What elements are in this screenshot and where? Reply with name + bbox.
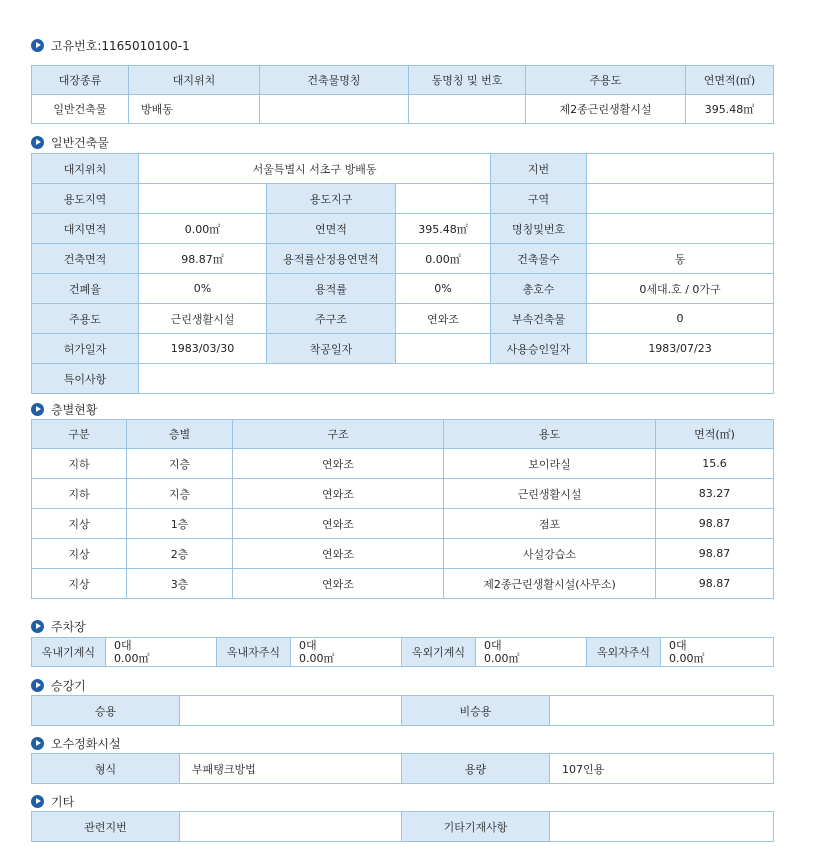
general-value: 0세대.호 / 0가구: [587, 274, 774, 304]
general-value: 0%: [139, 274, 267, 304]
general-label: 연면적: [267, 214, 396, 244]
parking-value: [661, 638, 774, 667]
general-value: [587, 184, 774, 214]
floor-cell: 2층: [127, 539, 233, 569]
general-value: 0.00㎡: [139, 214, 267, 244]
general-label: 사용승인일자: [491, 334, 587, 364]
floor-cell: 연와조: [233, 479, 444, 509]
general-label: 구역: [491, 184, 587, 214]
summary-header: 대장종류: [32, 66, 129, 95]
floors-heading: [31, 401, 97, 417]
bullet-arrow-icon: [31, 795, 44, 808]
parking-label: 옥외자주식: [587, 638, 661, 667]
table-row: [32, 539, 774, 569]
other-value: [550, 812, 774, 842]
floor-cell: 98.87: [656, 569, 774, 599]
general-label: 대지위치: [32, 154, 139, 184]
general-value: [587, 214, 774, 244]
summary-header: 주용도: [526, 66, 686, 95]
sewage-label: 용량: [402, 754, 550, 784]
bullet-arrow-icon: [31, 620, 44, 633]
floor-cell: 지하: [32, 449, 127, 479]
floor-cell: 83.27: [656, 479, 774, 509]
elevator-value: [550, 696, 774, 726]
summary-cell: 제2종근린생활시설: [526, 95, 686, 124]
general-value: 1983/03/30: [139, 334, 267, 364]
bullet-arrow-icon: [31, 737, 44, 750]
other-table: [31, 811, 774, 842]
floor-cell: 보이라실: [444, 449, 656, 479]
general-label: 주용도: [32, 304, 139, 334]
parking-value: [291, 638, 402, 667]
floor-cell: 지상: [32, 509, 127, 539]
general-value: 0: [587, 304, 774, 334]
general-label: 부속건축물: [491, 304, 587, 334]
general-label: 특이사항: [32, 364, 139, 394]
floor-cell: 지상: [32, 539, 127, 569]
sewage-value: 107인용: [550, 754, 774, 784]
floors-table: [31, 419, 774, 599]
general-label: 대지면적: [32, 214, 139, 244]
floor-cell: 제2종근린생활시설(사무소): [444, 569, 656, 599]
floor-cell: 지상: [32, 569, 127, 599]
floors-header: 구분: [32, 420, 127, 449]
parking-label: 옥내기계식: [32, 638, 106, 667]
general-label: 용적률산정용연면적: [267, 244, 396, 274]
floor-cell: 연와조: [233, 449, 444, 479]
elevator-heading: [31, 677, 86, 693]
floors-header: 층별: [127, 420, 233, 449]
general-label: 용적률: [267, 274, 396, 304]
general-value: 동: [587, 244, 774, 274]
bullet-arrow-icon: [31, 39, 44, 52]
parking-count: 0대: [669, 639, 687, 652]
floor-cell: 연와조: [233, 539, 444, 569]
parking-heading: [31, 618, 86, 634]
sewage-value: 부패탱크방법: [180, 754, 402, 784]
general-value: [139, 184, 267, 214]
parking-count: 0대: [114, 639, 132, 652]
summary-cell: 일반건축물: [32, 95, 129, 124]
general-label: 용도지구: [267, 184, 396, 214]
floor-cell: 점포: [444, 509, 656, 539]
summary-header: 건축물명칭: [260, 66, 409, 95]
general-label: 총호수: [491, 274, 587, 304]
general-value: 98.87㎡: [139, 244, 267, 274]
general-value: 0.00㎡: [396, 244, 491, 274]
general-label: 허가일자: [32, 334, 139, 364]
parking-value: [106, 638, 217, 667]
summary-cell: [260, 95, 409, 124]
general-value: 연와조: [396, 304, 491, 334]
bullet-arrow-icon: [31, 403, 44, 416]
unique-number: 고유번호:1165010100-1: [51, 38, 190, 53]
summary-header: 동명칭 및 번호: [409, 66, 526, 95]
floors-header: 면적(㎡): [656, 420, 774, 449]
parking-area: 0.00㎡: [669, 652, 705, 665]
table-row: [32, 569, 774, 599]
floors-title: 층별현황: [51, 402, 98, 417]
summary-table: [31, 65, 774, 124]
parking-area: 0.00㎡: [299, 652, 335, 665]
general-value: 근린생활시설: [139, 304, 267, 334]
summary-cell: [409, 95, 526, 124]
general-value: 서울특별시 서초구 방배동: [139, 154, 491, 184]
summary-header: 대지위치: [129, 66, 260, 95]
floor-cell: 근린생활시설: [444, 479, 656, 509]
elevator-table: [31, 695, 774, 726]
general-label: 용도지역: [32, 184, 139, 214]
table-row: [32, 509, 774, 539]
general-label: 주구조: [267, 304, 396, 334]
general-value: 0%: [396, 274, 491, 304]
elevator-label: 비승용: [402, 696, 550, 726]
parking-label: 옥내자주식: [217, 638, 291, 667]
parking-table: [31, 637, 774, 667]
elevator-title: 승강기: [51, 678, 86, 693]
floor-cell: 연와조: [233, 569, 444, 599]
general-table: [31, 153, 774, 394]
parking-count: 0대: [299, 639, 317, 652]
parking-label: 옥외기계식: [402, 638, 476, 667]
parking-area: 0.00㎡: [114, 652, 150, 665]
sewage-title: 오수정화시설: [51, 736, 121, 751]
general-value: [396, 184, 491, 214]
floor-cell: 지층: [127, 479, 233, 509]
sewage-table: [31, 753, 774, 784]
other-heading: [31, 793, 74, 809]
floors-header: 구조: [233, 420, 444, 449]
general-heading: [31, 134, 109, 150]
floor-cell: 사설강습소: [444, 539, 656, 569]
bullet-arrow-icon: [31, 679, 44, 692]
elevator-label: 승용: [32, 696, 180, 726]
general-title: 일반건축물: [51, 135, 109, 150]
parking-count: 0대: [484, 639, 502, 652]
parking-title: 주차장: [51, 619, 86, 634]
floor-cell: 15.6: [656, 449, 774, 479]
general-label: 건축면적: [32, 244, 139, 274]
general-value: [396, 334, 491, 364]
parking-area: 0.00㎡: [484, 652, 520, 665]
floor-cell: 98.87: [656, 539, 774, 569]
summary-cell: 395.48㎡: [686, 95, 774, 124]
general-label: 건축물수: [491, 244, 587, 274]
parking-value: [476, 638, 587, 667]
general-value: [587, 154, 774, 184]
summary-header: 연면적(㎡): [686, 66, 774, 95]
general-label: 착공일자: [267, 334, 396, 364]
summary-cell: 방배동: [129, 95, 260, 124]
floor-cell: 98.87: [656, 509, 774, 539]
other-value: [180, 812, 402, 842]
unique-number-heading: [31, 37, 190, 53]
sewage-heading: [31, 735, 121, 751]
bullet-arrow-icon: [31, 136, 44, 149]
general-value: 1983/07/23: [587, 334, 774, 364]
table-row: [32, 449, 774, 479]
sewage-label: 형식: [32, 754, 180, 784]
floor-cell: 1층: [127, 509, 233, 539]
other-label: 기타기재사항: [402, 812, 550, 842]
floors-header: 용도: [444, 420, 656, 449]
floor-cell: 지층: [127, 449, 233, 479]
elevator-value: [180, 696, 402, 726]
general-label: 명칭및번호: [491, 214, 587, 244]
floor-cell: 지하: [32, 479, 127, 509]
floor-cell: 연와조: [233, 509, 444, 539]
general-value: [139, 364, 774, 394]
general-label: 건폐율: [32, 274, 139, 304]
table-row: [32, 479, 774, 509]
general-label: 지번: [491, 154, 587, 184]
other-label: 관련지번: [32, 812, 180, 842]
general-value: 395.48㎡: [396, 214, 491, 244]
floor-cell: 3층: [127, 569, 233, 599]
other-title: 기타: [51, 794, 75, 809]
